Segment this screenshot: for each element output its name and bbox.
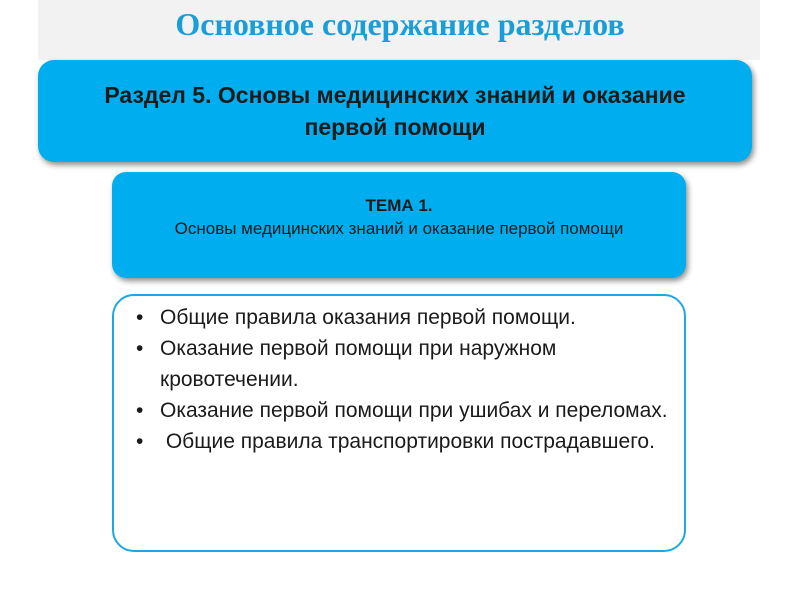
list-item [134,333,674,395]
list-item [134,302,674,333]
content-list-box [112,294,686,552]
list-item [134,395,674,426]
page-title: Основное содержание разделов [175,6,625,42]
list-item-text: Оказание первой помощи при ушибах и переломах. [160,399,668,422]
list-item-text: Общие правила оказания первой помощи. [160,306,576,329]
list-item-text: Оказание первой помощи при наружном кровотечении. [160,337,557,391]
topic-banner [112,172,686,278]
list-item-text: Общие правила транспортировки пострадавшего. [160,430,655,453]
list-item [134,426,674,457]
content-list [134,302,674,457]
topic-title: Основы медицинских знаний и оказание первой помощи [174,219,624,238]
bullet-icon: • [136,337,144,360]
bullet-icon: • [136,399,144,422]
section-banner [38,60,752,162]
section-title: Раздел 5. Основы медицинских знаний и оказание первой помощи [104,82,686,140]
bullet-icon: • [136,306,144,329]
topic-number: ТЕМА 1. [365,196,433,215]
bullet-icon: • [136,430,144,453]
